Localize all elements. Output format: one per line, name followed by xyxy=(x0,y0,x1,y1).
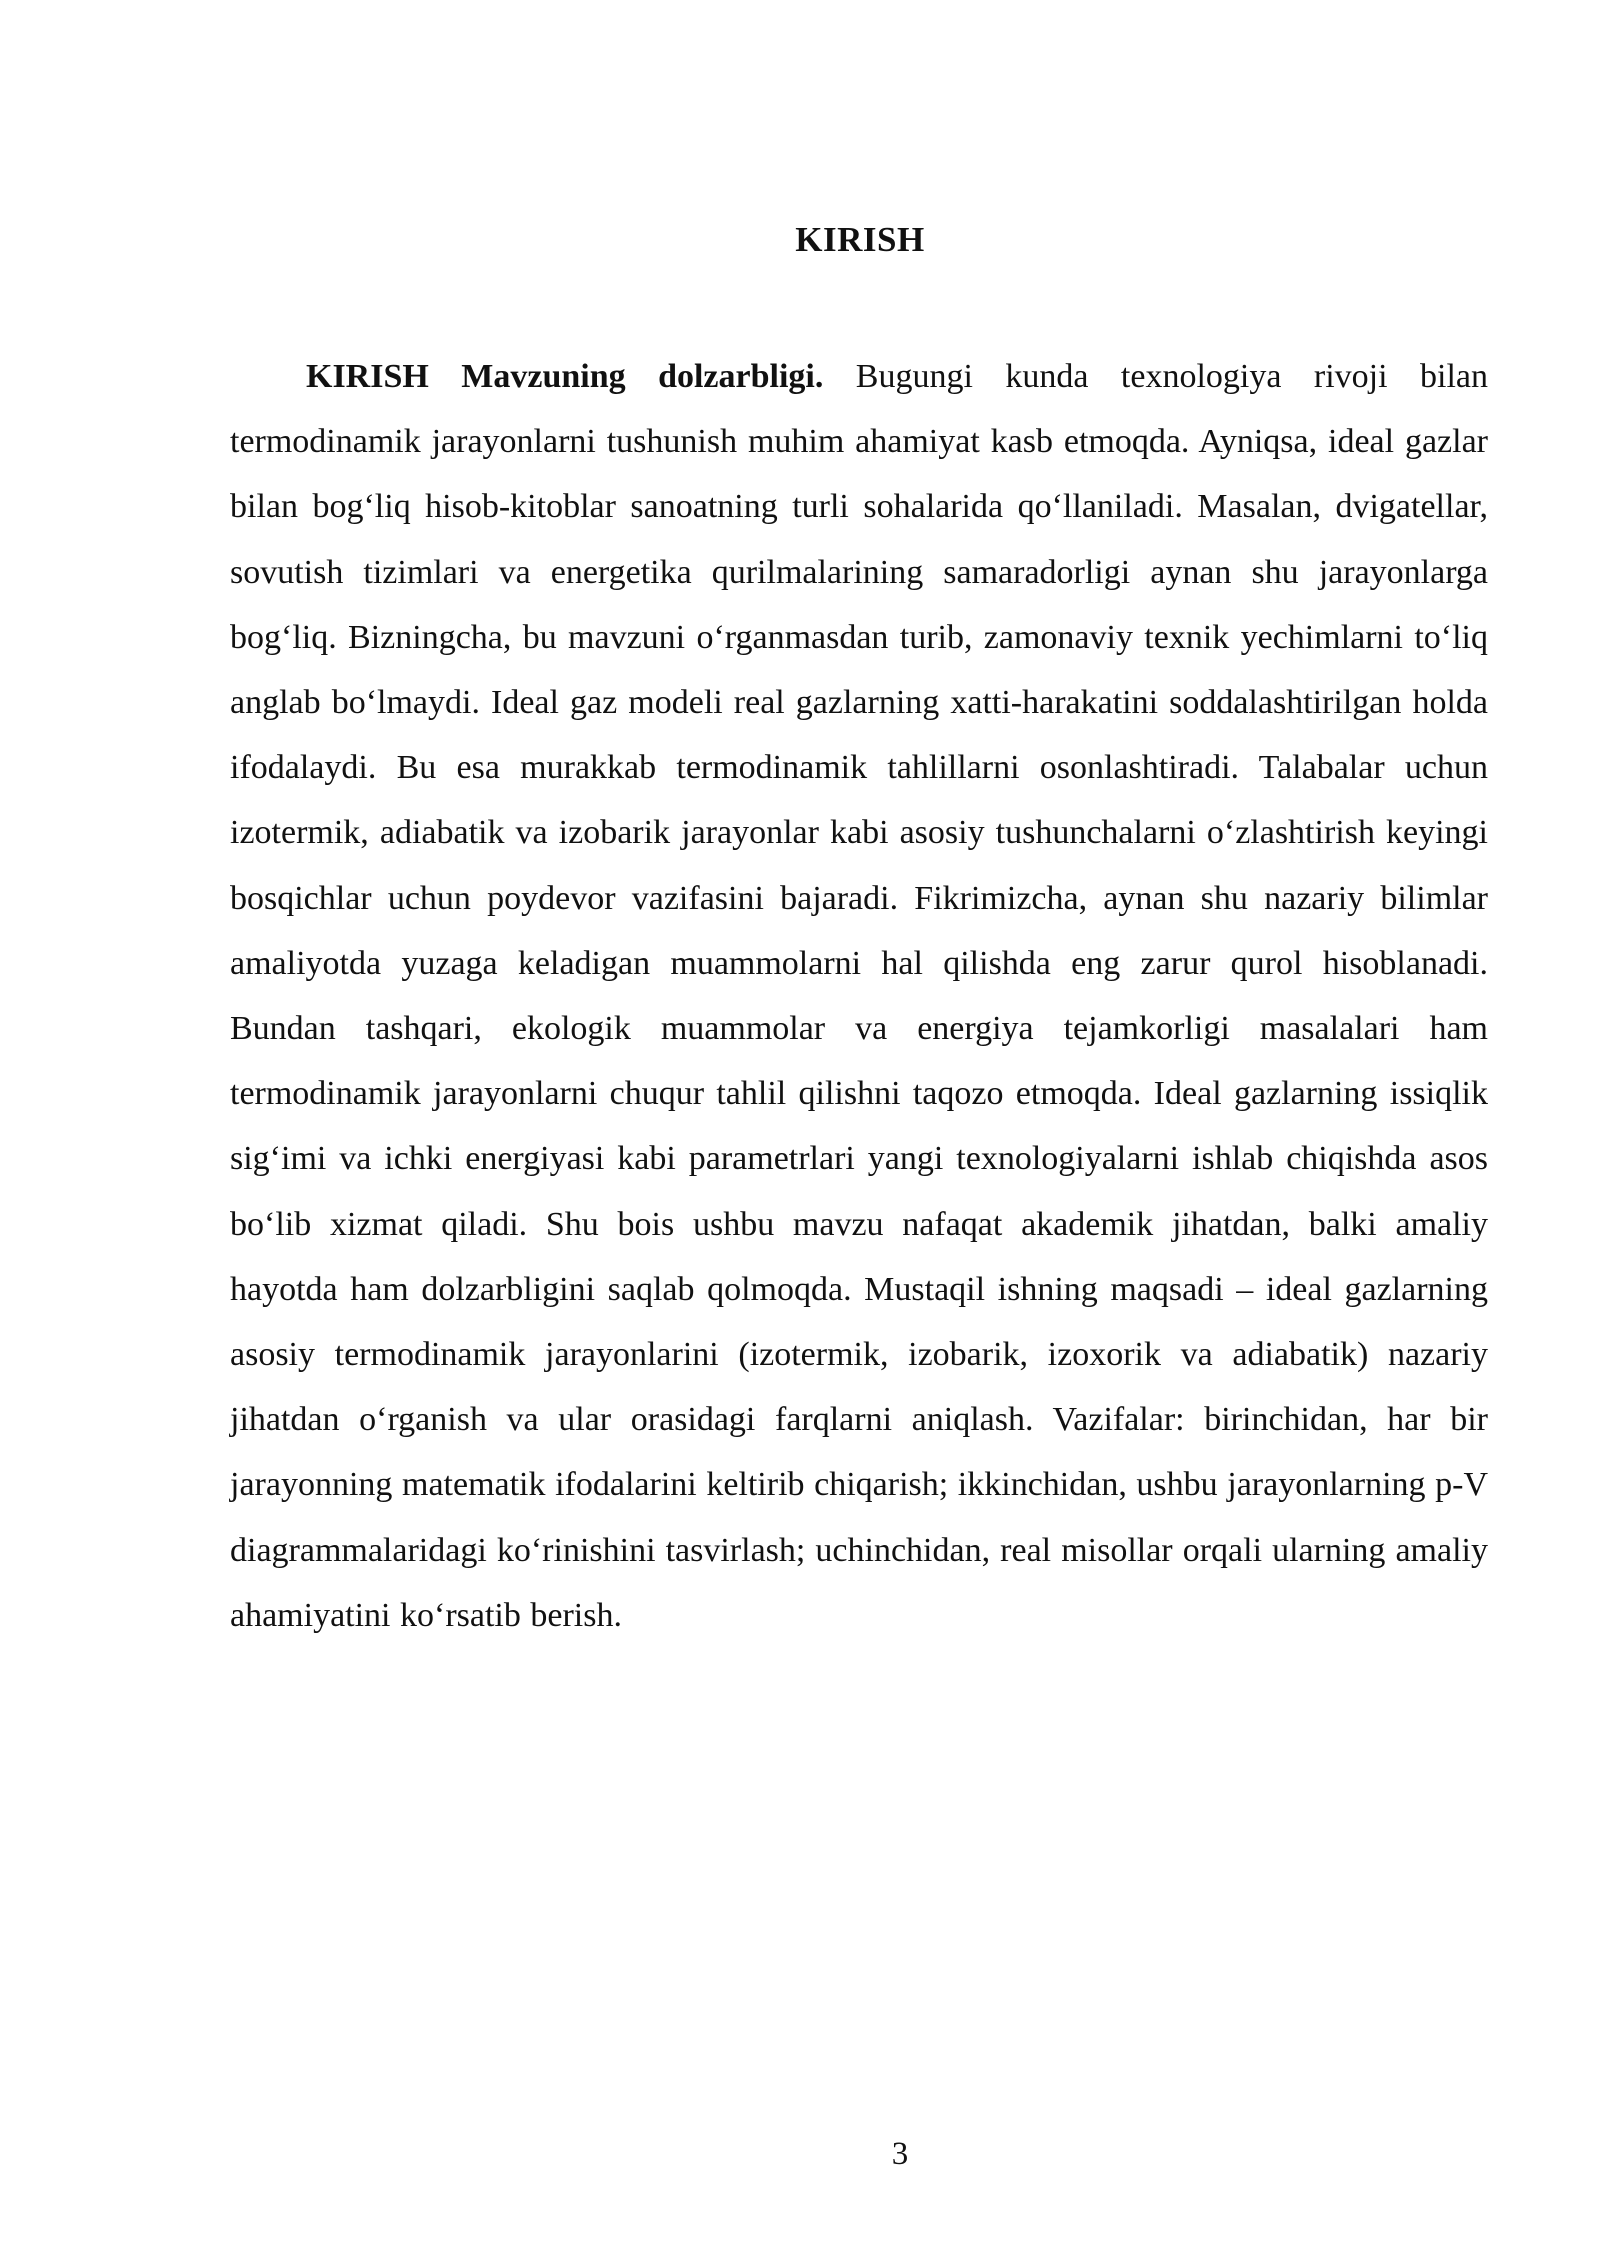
section-heading: KIRISH xyxy=(795,220,925,259)
paragraph-lead: KIRISH Mavzuning dolzarbligi. xyxy=(306,358,824,395)
intro-paragraph xyxy=(230,344,1488,1648)
paragraph-body: Bugungi kunda texnologiya rivoji bilan termodinamik jarayonlarni tushunish muhim ahamiyat kasb etmoqda. Ayniqsa, ideal gazlar bilan bog‘liq hisob-kitoblar sanoatning turli sohalarida qo‘llaniladi. Masalan, dvigatellar, sovutish tizimlari va energetika qurilmalarining samaradorligi aynan shu jarayonlarga bog‘liq. Bizningcha, bu mavzuni o‘rganmasdan turib, zamonaviy texnik yechimlarni to‘liq anglab bo‘lmaydi. Ideal gaz modeli real gazlarning xatti-harakatini soddalashtirilgan holda ifodalaydi. Bu esa murakkab termodinamik tahlillarni osonlashtiradi. Talabalar uchun izotermik, adiabatik va izobarik jarayonlar kabi asosiy tushunchalarni o‘zlashtirish keyingi bosqichlar uchun poydevor vazifasini bajaradi. Fikrimizcha, aynan shu nazariy bilimlar amaliyotda yuzaga keladigan muammolarni hal qilishda eng zarur qurol hisoblanadi. Bundan tashqari, ekologik muammolar va energiya tejamkorligi masalalari ham termodinamik jarayonlarni chuqur tahlil qilishni taqozo etmoqda. Ideal gazlarning issiqlik sig‘imi va ichki energiyasi kabi parametrlari yangi texnologiyalarni ishlab chiqishda asos bo‘lib xizmat qiladi. Shu bois ushbu mavzu nafaqat akademik jihatdan, balki amaliy hayotda ham dolzarbligini saqlab qolmoqda. Mustaqil ishning maqsadi – ideal gazlarning asosiy termodinamik jarayonlarini (izotermik, izobarik, izoxorik va adiabatik) nazariy jihatdan o‘rganish va ular orasidagi farqlarni aniqlash. Vazifalar: birinchidan, har bir jarayonning matematik ifodalarini keltirib chiqarish; ikkinchidan, ushbu jarayonlarning p-V diagrammalaridagi ko‘rinishini tasvirlash; uchinchidan, real misollar orqali ularning amaliy ahamiyatini ko‘rsatib berish. xyxy=(230,358,1488,1634)
page-number: 3 xyxy=(891,2136,909,2172)
